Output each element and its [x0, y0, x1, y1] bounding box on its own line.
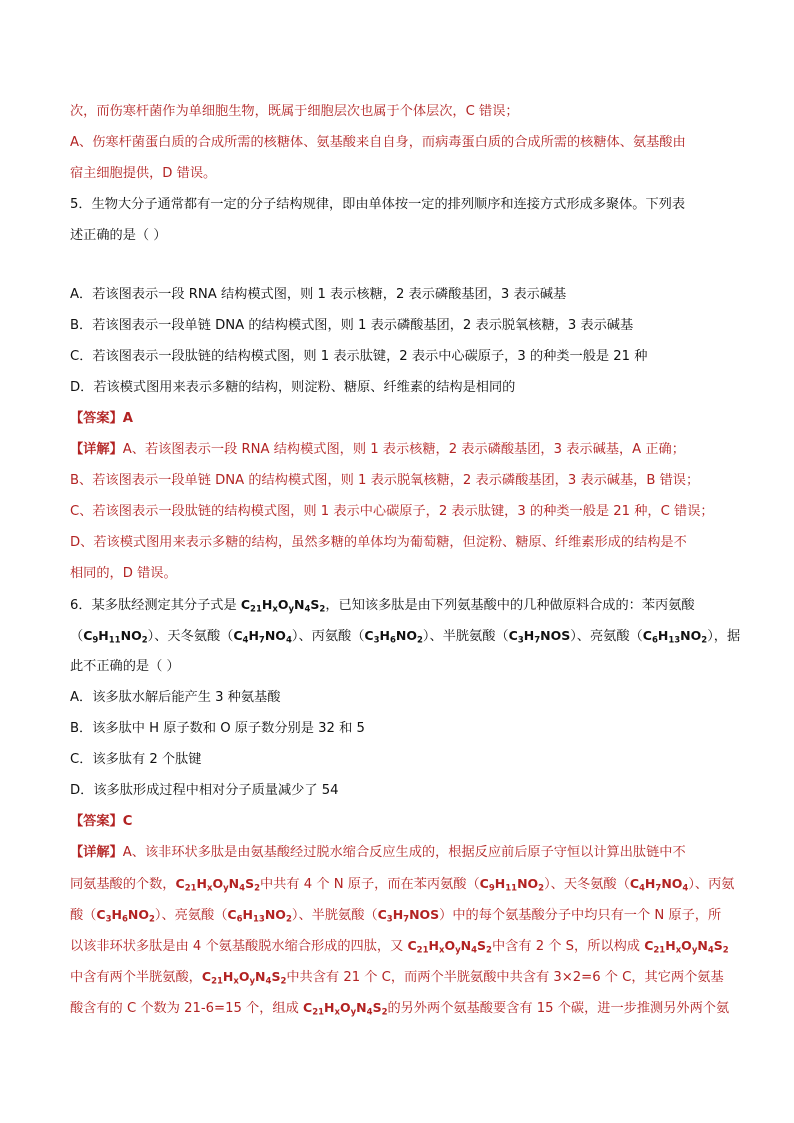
formula-main: $C_{21}H_xO_yN_4S_2$	[201, 969, 287, 987]
q6-detail-line-5: 中含有两个半胱氨酸，$C_{21}H_xO_yN_4S_2$中共含有 21 个 C，而两个半胱氨酸中共含有 3×2=6 个 C，其它两个氨基	[70, 969, 724, 987]
q6-detail-line-4: 以该非环状多肽是由 4 个氨基酸脱水缩合形成的四肽，又 $C_{21}H_xO_yN_4S_2$中含有 2 个 S，所以构成 $C_{21}H_xO_yN_4S_2$	[70, 938, 729, 956]
formula-cys: $C_3H_7NOS$	[377, 907, 440, 925]
figure-placeholder	[70, 251, 726, 279]
formula-main: $C_{21}H_xO_yN_4S_2$	[303, 1000, 388, 1018]
q6-option-a: A．该多肽水解后能产生 3 种氨基酸	[70, 690, 281, 705]
q6-option-b: B．该多肽中 H 原子数和 O 原子数分别是 32 和 5	[70, 721, 365, 736]
detail-tag: 【详解】	[70, 442, 123, 457]
q6-stem-text-b: ，已知该多肽是由下列氨基酸中的几种做原料合成的：苯丙氨酸	[325, 598, 695, 613]
q6-option-c: C．该多肽有 2 个肽键	[70, 752, 202, 767]
q5-stem-line-2: 述正确的是（ ）	[70, 228, 167, 243]
q5-detail-line-1	[70, 434, 726, 465]
answer-value: A	[122, 411, 133, 426]
formula-ala: $C_3H_6NO_2$	[364, 628, 423, 646]
formula-leu: $C_6H_{13}NO_2$	[227, 907, 292, 925]
formula-cys: $C_3H_7NOS$	[508, 628, 571, 646]
intro-line-2: A、伤寒杆菌蛋白质的合成所需的核糖体、氨基酸来自自身，而病毒蛋白质的合成所需的核糖体、氨基酸由	[70, 135, 686, 150]
formula-asp: $C_4H_7NO_4$	[233, 628, 292, 646]
formula-ala: $C_3H_6NO_2$	[96, 907, 155, 925]
formula-main: $C_{21}H_xO_yN_4S_2$	[240, 597, 326, 615]
q6-stem-line-1	[70, 589, 726, 620]
formula-main: $C_{21}H_xO_yN_4S_2$	[407, 938, 492, 956]
detail-text: A、若该图表示一段 RNA 结构模式图，则 1 表示核糖，2 表示磷酸基团，3 表示碱基，A 正确；	[122, 442, 685, 457]
q6-detail-line-3: 酸$(C_3H_6NO_2)$、亮氨酸$(C_6H_{13}NO_2)$、半胱氨酸$(C_3H_7NOS)$中的每个氨基酸分子中均只有一个 N 原子，所	[70, 907, 722, 925]
q5-detail-line-3: C、若该图表示一段肽链的结构模式图，则 1 表示中心碳原子，2 表示肽键，3 的种类一般是 21 种，C 错误；	[70, 504, 714, 519]
detail-tag: 【详解】	[70, 845, 123, 860]
q6-detail-line-2: 同氨基酸的个数，$C_{21}H_xO_yN_4S_2$中共有 4 个 N 原子，而在苯丙氨酸$(C_9H_{11}NO_2)$、天冬氨酸$(C_4H_7NO_4)$、丙氨	[70, 876, 735, 894]
q5-stem-line-1: 5．生物大分子通常都有一定的分子结构规律，即由单体按一定的排列顺序和连接方式形成多聚体。下列表	[70, 197, 686, 212]
answer-tag: 【答案】	[70, 411, 123, 426]
formula-phe: $C_9H_{11}NO_2$	[479, 876, 545, 894]
q6-option-d: D．该多肽形成过程中相对分子质量减少了 54	[70, 783, 339, 798]
intro-line-1: 次，而伤寒杆菌作为单细胞生物，既属于细胞层次也属于个体层次，C 错误；	[70, 104, 519, 119]
q6-stem-line-2: $(C_9H_{11}NO_2)$、天冬氨酸$(C_4H_7NO_4)$、丙氨酸$(C_3H_6NO_2)$、半胱氨酸$(C_3H_7NOS)$、亮氨酸$(C_6H_{13}NO_2)$，据	[70, 628, 741, 646]
q6-detail-line-1: 【详解】A、该非环状多肽是由氨基酸经过脱水缩合反应生成的，根据反应前后原子守恒以计算出肽链中不	[70, 845, 686, 860]
intro-line-3: 宿主细胞提供，D 错误。	[70, 166, 217, 181]
formula-phe: $C_9H_{11}NO_2$	[83, 628, 148, 646]
document-page	[70, 96, 741, 1023]
q5-option-d: D．若该模式图用来表示多糖的结构，则淀粉、糖原、纤维素的结构是相同的	[70, 380, 516, 395]
formula-main: $C_{21}H_xO_yN_4S_2$	[175, 876, 260, 894]
q5-detail-line-5: 相同的，D 错误。	[70, 566, 177, 581]
answer-value: C	[122, 814, 133, 829]
q5-detail-line-2: B、若该图表示一段单链 DNA 的结构模式图，则 1 表示脱氧核糖，2 表示磷酸基团，3 表示碱基，B 错误；	[70, 473, 700, 488]
q5-option-c: C．若该图表示一段肽链的结构模式图，则 1 表示肽键，2 表示中心碳原子，3 的种类一般是 21 种	[70, 349, 648, 364]
formula-asp: $C_4H_7NO_4$	[629, 876, 689, 894]
q6-detail-line-6: 酸含有的 C 个数为 21-6=15 个，组成 $C_{21}H_xO_yN_4S_2$的另外两个氨基酸要含有 15 个碳，进一步推测另外两个氨	[70, 1000, 730, 1018]
formula-main: $C_{21}H_xO_yN_4S_2$	[644, 938, 729, 956]
q5-answer	[70, 403, 726, 434]
answer-tag: 【答案】	[70, 814, 123, 829]
q5-option-b: B．若该图表示一段单链 DNA 的结构模式图，则 1 表示磷酸基团，2 表示脱氧核糖，3 表示碱基	[70, 318, 634, 333]
q6-stem-line-3: 此不正确的是（ ）	[70, 659, 180, 674]
q5-option-a: A．若该图表示一段 RNA 结构模式图，则 1 表示核糖，2 表示磷酸基团，3 表示碱基	[70, 287, 567, 302]
q6-answer	[70, 806, 726, 837]
q6-stem-text-a: 6．某多肽经测定其分子式是	[70, 598, 241, 613]
formula-leu: $C_6H_{13}NO_2$	[642, 628, 708, 646]
q5-detail-line-4: D、若该模式图用来表示多糖的结构，虽然多糖的单体均为葡萄糖，但淀粉、糖原、纤维素形成的结构是不	[70, 535, 687, 550]
